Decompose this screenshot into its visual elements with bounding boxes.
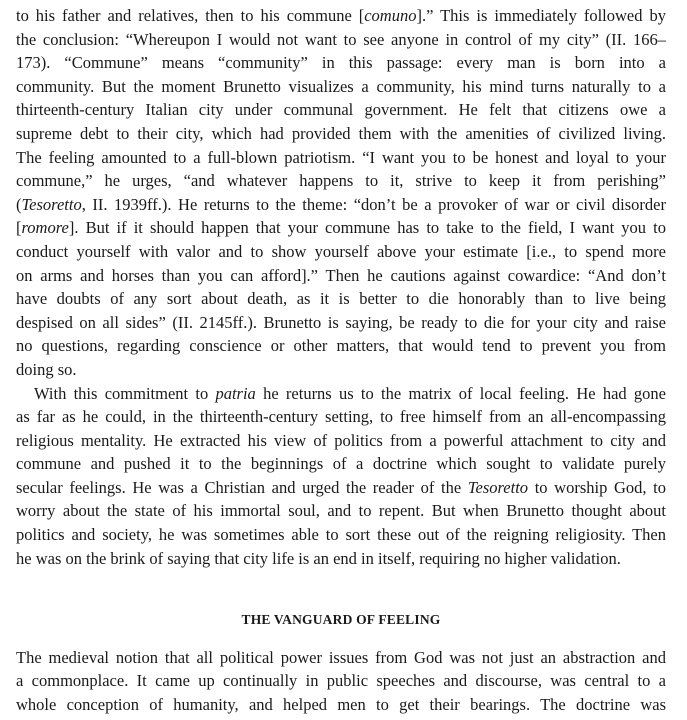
text-line: no questions, regarding conscience or other matters, that would tend to prevent you from (16, 336, 666, 356)
paragraph-brunetto-commune (16, 4, 666, 382)
text-line: supreme debt to their city, which had provided them with the amenities of civilized living. (16, 123, 666, 143)
text-line: (Tesoretto, II. 1939ff.). He returns to the theme: “don’t be a provoker of war or civil disorder (16, 194, 666, 214)
text-line: whole conception of humanity, and helped men to get their bearings. The doctrine was (16, 695, 666, 715)
text-line: have doubts of any sort about death, as it is better to die honorably than to live being (16, 289, 666, 309)
text-line: to his father and relatives, then to his commune [comuno].” This is immediately followed by (16, 6, 666, 25)
text-line: community. But the moment Brunetto visualizes a community, his mind turns naturally to a (16, 76, 666, 96)
text-line: With this commitment to patria he returns us to the matrix of local feeling. He had gone (34, 383, 666, 403)
text-line: conduct yourself with valor and to show yourself above your estimate [i.e., to spend more (16, 241, 666, 261)
text-line: worry about the state of his immortal soul, and to repent. But when Brunetto thought about (16, 501, 666, 521)
section-heading: THE VANGUARD OF FEELING (241, 612, 441, 628)
italic-title: Tesoretto (467, 477, 529, 497)
text-line: thirteenth-century Italian city under communal government. He felt that citizens owe a (16, 100, 666, 120)
text-line: secular feelings. He was a Christian and urged the reader of the Tesoretto to worship God, to (16, 477, 666, 497)
text-line: politics and society, he was sometimes able to sort these out of the reigning religiosity. Then (16, 525, 666, 545)
italic-term: romore (21, 218, 69, 238)
text-line: commune,” he urges, “and whatever happens to it, strive to keep it from perishing” (16, 171, 666, 191)
text-line: [romore]. But if it should happen that your commune has to take to the field, I want you to (16, 218, 666, 238)
text-line: a commonplace. It came up continually in public speeches and discourse, was central to a (16, 671, 666, 691)
text-line: 173). “Commune” means “community” in this passage: every man is born into a (16, 53, 666, 73)
text-line: on arms and horses than you can afford].” Then he cautions against cowardice: “And don’t (16, 265, 666, 285)
text-line: despised on all sides” (II. 2145ff.). Brunetto is saying, be ready to die for your city and raise (16, 312, 666, 332)
text-line: The feeling amounted to a full-blown patriotism. “I want you to be honest and loyal to your (16, 147, 666, 167)
text-line: doing so. (16, 359, 77, 379)
italic-title: Tesoretto (21, 194, 82, 214)
paragraph-medieval-notion (16, 646, 666, 717)
text-line: religious mentality. He extracted his view of politics from a powerful attachment to city and (16, 430, 666, 450)
text-line: commune and pushed it to the beginnings of a doctrine which sought to validate purely (16, 454, 666, 474)
book-page (16, 4, 666, 717)
text-line: The medieval notion that all political power issues from God was not just an abstraction and (16, 647, 666, 667)
paragraph-patria (16, 382, 666, 571)
text-line: he was on the brink of saying that city life is an end in itself, requiring no higher validation. (16, 548, 621, 568)
italic-term: comuno (364, 6, 417, 25)
italic-term: patria (215, 383, 256, 403)
text-line: the conclusion: “Whereupon I would not want to see anyone in control of my city” (II. 166– (16, 29, 666, 49)
text-line: as far as he could, in the thirteenth-century setting, to free himself from an all-encompassing (16, 407, 666, 427)
